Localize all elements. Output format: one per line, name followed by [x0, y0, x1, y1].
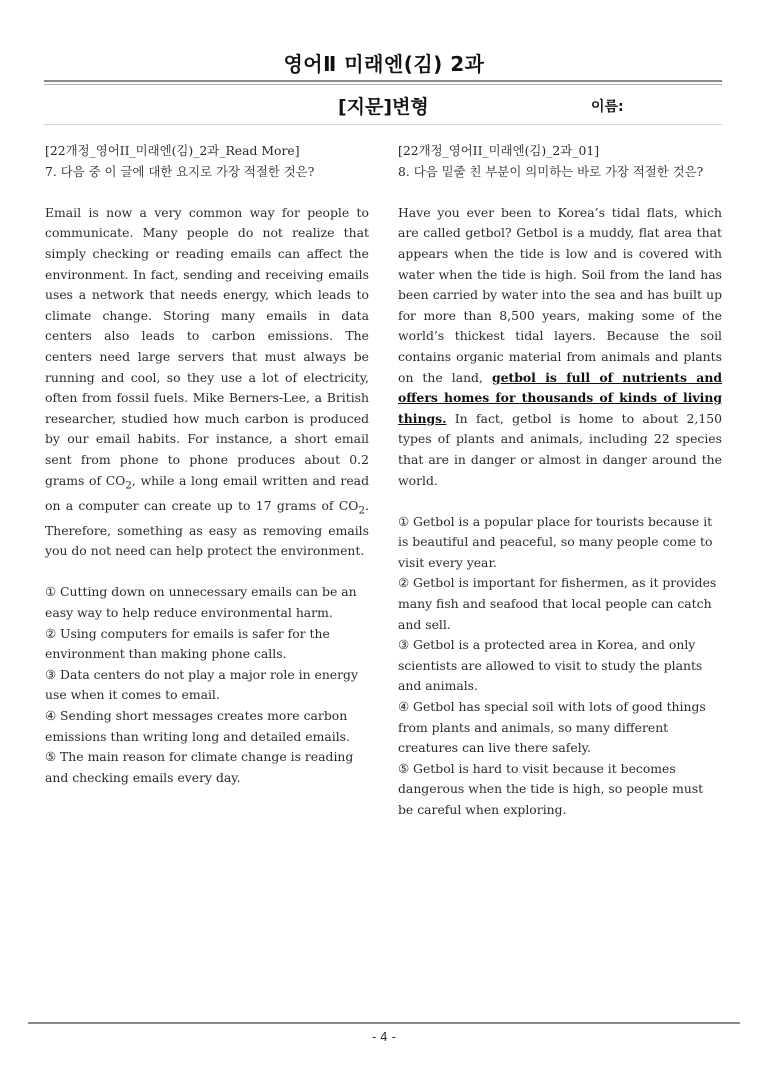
passage-text	[398, 203, 722, 491]
passage-segment: , while a long email written and read on a computer can create up to 17 grams of CO	[45, 472, 369, 513]
answer-option-2: ② Getbol is important for fishermen, as it provides many fish and seafood that local people can catch and sell.	[398, 575, 717, 632]
passage-segment: In fact, getbol is home to about 2,150 types of plants and animals, including 22 species that are in danger or almost in danger around the world.	[398, 410, 722, 488]
passage-segment: Email is now a very common way for people to communicate. Many people do not realize that simply checking or reading emails can affect the environment. In fact, sending and receiving emails uses a network that needs energy, which leads to climate change. Storing many emails in data centers also leads to carbon emissions. The centers need large servers that must always be running and cool, so they use a lot of electricity, often from fossil fuels. Mike Berners-Lee, a British researcher, studied how much carbon is produced by our email habits. For instance, a short email sent from phone to phone produces about 0.2 grams of CO	[45, 204, 369, 488]
answer-option-4: ④ Getbol has special soil with lots of good things from plants and animals, so many different creatures can live there safely.	[398, 699, 706, 756]
answer-option-3: ③ Data centers do not play a major role in energy use when it comes to email.	[45, 666, 358, 703]
section-subtitle: [지문]변형	[338, 96, 429, 118]
answer-option-1: ① Cutting down on unnecessary emails can be an easy way to help reduce environmental harm.	[45, 584, 357, 620]
header-rule-thin	[44, 84, 722, 85]
page-title: 영어Ⅱ 미래엔(김) 2과	[283, 52, 485, 76]
answer-option-4: ④ Sending short messages creates more carbon emissions than writing long and detailed emails.	[45, 707, 350, 744]
header-rule	[44, 80, 722, 82]
left-column	[45, 141, 369, 788]
answer-option-5: ⑤ The main reason for climate change is reading and checking emails every day.	[45, 749, 354, 785]
right-column	[398, 141, 722, 821]
passage-segment: . Therefore, something as easy as removing emails you do not need can help protect the environment.	[45, 497, 369, 559]
passage-text	[45, 203, 369, 562]
subscript: 2	[358, 504, 366, 517]
page-number: - 4 -	[372, 1030, 396, 1044]
passage-segment: Have you ever been to Korea’s tidal flats, which are called getbol? Getbol is a muddy, flat area that appears when the tide is low and is covered with water when the tide is high. Soil from the land has been carried by water into the sea and has built up for more than 8,500 years, making some of the world’s thickest tidal layers. Because the soil contains organic material from animals and plants on the land,	[398, 204, 722, 385]
name-label: 이름:	[591, 99, 624, 115]
answer-option-3: ③ Getbol is a protected area in Korea, and only scientists are allowed to visit to study the plants and animals.	[398, 637, 703, 694]
question-source: [22개정_영어II_미래엔(김)_2과_Read More]	[45, 143, 300, 158]
answer-option-2: ② Using computers for emails is safer for the environment than making phone calls.	[45, 625, 330, 662]
underlined-phrase: getbol is full of nutrients and offers homes for thousands of kinds of living things.	[398, 369, 723, 426]
question-prompt: 7. 다음 중 이 글에 대한 요지로 가장 적절한 것은?	[45, 163, 315, 179]
question-source: [22개정_영어II_미래엔(김)_2과_01]	[398, 143, 600, 158]
subscript: 2	[125, 478, 132, 491]
question-prompt: 8. 다음 밑줄 친 부분이 의미하는 바로 가장 적절한 것은?	[398, 163, 704, 179]
answer-option-5: ⑤ Getbol is hard to visit because it becomes dangerous when the tide is high, so people must be careful when exploring.	[398, 760, 704, 817]
footer-rule	[28, 1022, 740, 1024]
answer-option-1: ① Getbol is a popular place for tourists because it is beautiful and peaceful, so many people come to visit every year.	[398, 513, 713, 570]
subtitle-rule	[44, 124, 722, 125]
